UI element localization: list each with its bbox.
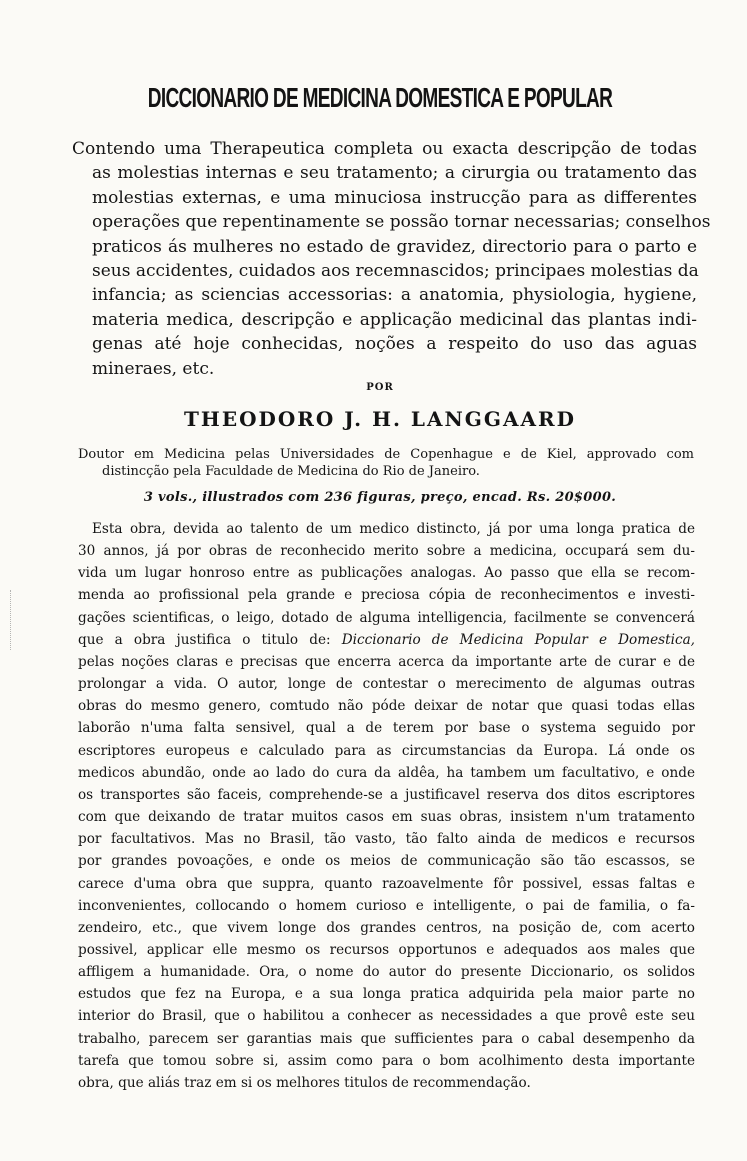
intro-line: Contendo uma Therapeutica completa ou exacta descripção de todas xyxy=(72,139,697,159)
body-line: estudos que fez na Europa, e a sua longa pratica adquirida pela maior parte no xyxy=(78,986,695,1003)
intro-line: seus accidentes, cuidados aos recemnascidos; principaes molestias da xyxy=(92,261,699,282)
body-line: obra, que aliás traz em si os melhores titulos de recommendação. xyxy=(78,1074,531,1091)
body-line: por facultativos. Mas no Brasil, tão vasto, tão falto ainda de medicos e recursos xyxy=(78,831,695,848)
intro-line: genas até hoje conhecidas, noções a respeito do uso das aguas xyxy=(92,334,697,355)
credentials-line: distincção pela Faculdade de Medicina do Rio de Janeiro. xyxy=(102,464,480,479)
intro-line: molestias externas, e uma minuciosa instrucção para as differentes xyxy=(92,187,697,208)
body-line: trabalho, parecem ser garantias mais que sufficientes para o cabal desempenho da xyxy=(78,1030,695,1047)
intro-line: praticos ás mulheres no estado de gravidez, directorio para o parto e xyxy=(92,236,697,257)
body-line-with-title xyxy=(78,629,695,651)
body-line: medicos abundão, onde ao lado do cura da aldêa, ha tambem um facultativo, e onde xyxy=(78,764,695,781)
author-name: THEODORO J. H. LANGGAARD xyxy=(184,407,576,431)
page-title: DICCIONARIO DE MEDICINA DOMESTICA E POPULAR xyxy=(147,82,613,113)
body-line: por grandes povoações, e onde os meios de communicação são tão escassos, se xyxy=(78,853,695,870)
body-paragraph xyxy=(78,518,695,1094)
body-line: vida um lugar honroso entre as publicações analogas. Ao passo que ella se recom- xyxy=(78,565,695,582)
credentials-line: Doutor em Medicina pelas Universidades de Copenhague e de Kiel, approvado com xyxy=(78,447,694,462)
body-line: obras do mesmo genero, comtudo não póde deixar de notar que quasi todas ellas xyxy=(78,698,695,715)
body-line: 30 annos, já por obras de reconhecido merito sobre a medicina, occupará sem du- xyxy=(78,543,695,560)
body-line: inconvenientes, collocando o homem curioso e intelligente, o pai de familia, o fa- xyxy=(78,897,695,914)
body-line: Esta obra, devida ao talento de um medico distincto, já por uma longa pratica de xyxy=(92,521,695,537)
body-line: zendeiro, etc., que vivem longe dos grandes centros, na posição de, com acerto xyxy=(78,919,695,936)
body-line: escriptores europeus e calculado para as circumstancias da Europa. Lá onde os xyxy=(78,742,695,759)
paper-stain xyxy=(10,590,19,650)
body-line: com que deixando de tratar muitos casos em suas obras, insistem n'um tratamento xyxy=(78,809,695,826)
body-line: interior do Brasil, que o habilitou a conhecer as necessidades a que provê este seu xyxy=(78,1008,695,1025)
by-label: POR xyxy=(366,382,394,393)
intro-line: materia medica, descripção e applicação medicinal das plantas indi- xyxy=(92,309,697,330)
intro-line: as molestias internas e seu tratamento; a cirurgia ou tratamento das xyxy=(92,163,697,184)
intro-line: operações que repentinamente se possão tornar necessarias; conselhos xyxy=(92,212,711,233)
body-line: tarefa que tomou sobre si, assim como para o bom acolhimento desta importante xyxy=(78,1052,695,1069)
book-title-italic: Diccionario de Medicina Popular e Domestica, xyxy=(341,631,696,648)
body-line: affligem a humanidade. Ora, o nome do autor do presente Diccionario, os solidos xyxy=(78,964,695,981)
intro-line: mineraes, etc. xyxy=(92,358,215,379)
body-line: os transportes são faceis, comprehende-se a justificavel reserva dos ditos escriptores xyxy=(78,786,695,803)
price-line: 3 vols., illustrados com 236 figuras, preço, encad. Rs. 20$000. xyxy=(143,490,617,505)
body-line: menda ao profissional pela grande e preciosa cópia de reconhecimentos e investi- xyxy=(78,587,695,604)
body-line-prefix: que a obra justifica o titulo de: xyxy=(78,631,331,648)
intro-paragraph xyxy=(72,137,711,381)
intro-line: infancia; as sciencias accessorias: a anatomia, physiologia, hygiene, xyxy=(92,285,697,306)
body-line: possivel, applicar elle mesmo os recursos opportunos e adequados aos males que xyxy=(78,941,695,958)
body-line: carece d'uma obra que suppra, quanto razoavelmente fôr possivel, essas faltas e xyxy=(78,875,695,892)
body-line: prolongar a vida. O autor, longe de contestar o merecimento de algumas outras xyxy=(78,676,695,693)
body-line: gações scientificas, o leigo, dotado de alguma intelligencia, facilmente se convencerá xyxy=(78,609,695,626)
body-line: pelas noções claras e precisas que encerra acerca da importante arte de curar e de xyxy=(78,653,695,670)
body-line: laborão n'uma falta sensivel, qual a de terem por base o systema seguido por xyxy=(78,720,695,737)
author-credentials xyxy=(78,446,694,480)
